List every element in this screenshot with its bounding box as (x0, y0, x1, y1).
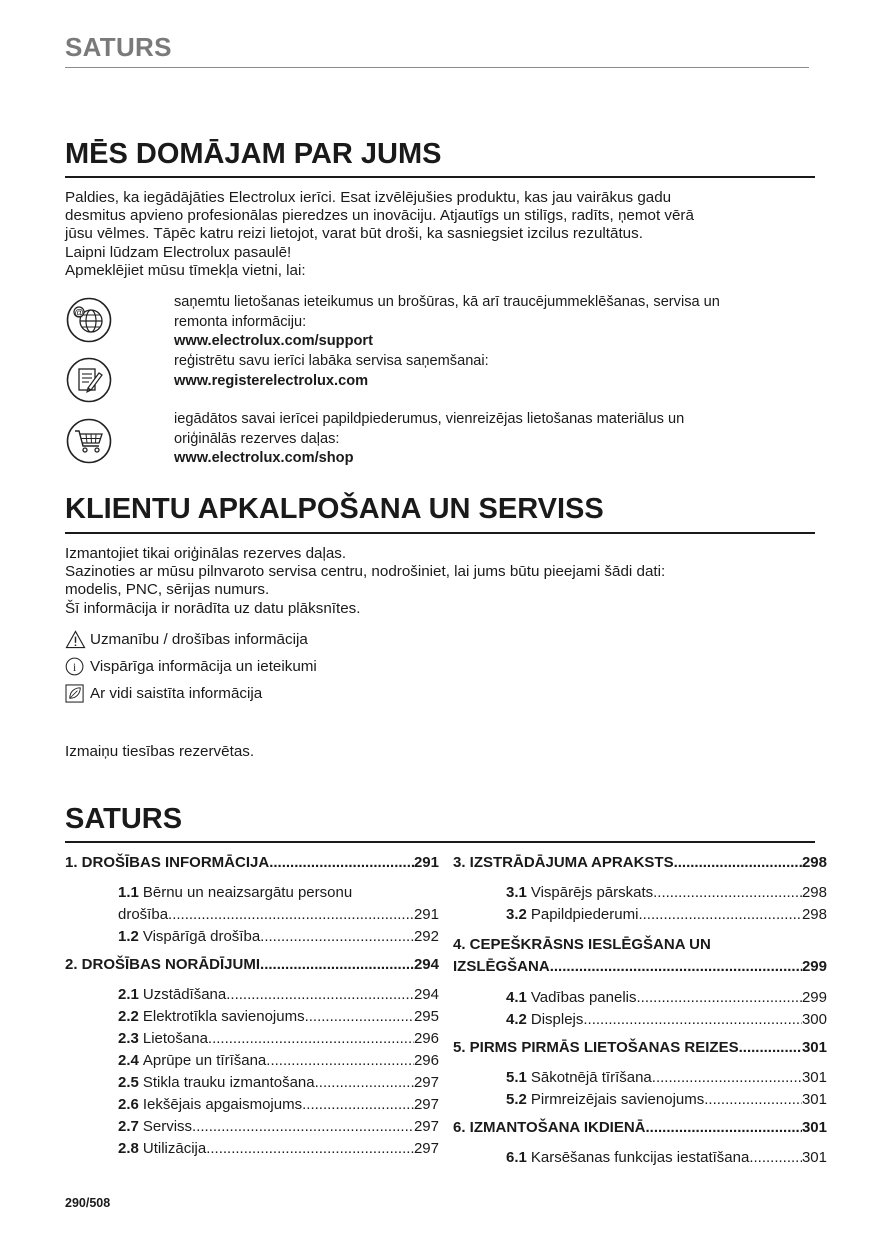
symbol-label: Ar vidi saistīta informācija (90, 684, 263, 702)
info-circle-icon (65, 657, 86, 676)
toc-title: SATURS (65, 803, 183, 835)
section-divider (65, 532, 815, 534)
toc-chapter-1-items (65, 882, 439, 948)
toc-item[interactable]: 2.5 Stikla trauku izmantošana ..... 297 (118, 1072, 439, 1094)
support-description: saņemtu lietošanas ieteikumus un brošūras, kā arī traucējummeklēšanas, servisa un (174, 294, 720, 310)
service-line: Šī informācija ir norādīta uz datu plāksnītes. (65, 599, 361, 617)
shopping-cart-icon (66, 418, 112, 464)
symbol-label: Vispārīga informācija un ieteikumi (90, 657, 317, 675)
warning-triangle-icon (65, 630, 86, 649)
service-line: Sazinoties ar mūsu pilnvaroto servisa centru, nodrošiniet, lai jums būtu pieejami šādi dati: (65, 563, 666, 581)
toc-item[interactable]: 1.2 Vispārīgā drošība ..... 292 (118, 926, 439, 948)
section-divider (65, 841, 815, 843)
toc-item[interactable]: 3.2 Papildpiederumi ..... 298 (506, 904, 827, 926)
toc-item[interactable]: 2.8 Utilizācija ..... 297 (118, 1138, 439, 1160)
section-title-we-care: MĒS DOMĀJAM PAR JUMS (65, 138, 442, 170)
page-number: 290/508 (65, 1196, 111, 1210)
toc-chapter-6[interactable]: 6. IZMANTOŠANA IKDIENĀ ..... 301 (453, 1119, 827, 1136)
toc-chapter-4-items (453, 987, 827, 1031)
svg-text:@: @ (74, 307, 84, 318)
toc-item[interactable]: 2.7 Serviss ..... 297 (118, 1116, 439, 1138)
toc-right-column (453, 854, 827, 1169)
intro-line: Laipni lūdzam Electrolux pasaulē! (65, 243, 292, 261)
shop-description: iegādātos savai ierīcei papildpiederumus, vienreizējas lietošanas materiālus un (174, 411, 685, 427)
intro-line: jūsu vēlmes. Tāpēc katru reizi lietojot, varat būt droši, ka sasniegsiet izcilus rezultātus. (65, 225, 643, 243)
leaf-environment-icon (65, 684, 86, 703)
service-line: modelis, PNC, sērijas numurs. (65, 581, 270, 599)
symbol-row-environment (65, 683, 262, 703)
register-document-icon (66, 357, 112, 403)
section-divider (65, 176, 815, 178)
intro-line: Apmeklējiet mūsu tīmekļa vietni, lai: (65, 261, 306, 279)
register-url-link[interactable]: www.registerelectrolux.com (174, 372, 369, 389)
rights-reserved: Izmaiņu tiesības rezervētas. (65, 743, 255, 760)
toc-chapter-6-items (453, 1147, 827, 1169)
intro-line: desmitus apvieno profesionālas pieredzes un inovāciju. Atjautīgs un stilīgs, radīts, ņemot vērā (65, 207, 694, 225)
intro-paragraph (65, 189, 694, 280)
toc-chapter-2[interactable]: 2. DROŠĪBAS NORĀDĪJUMI ..... 294 (65, 956, 439, 973)
toc-item[interactable]: 2.2 Elektrotīkla savienojums ..... 295 (118, 1006, 439, 1028)
register-link-block (174, 352, 489, 391)
section-title-customer-service: KLIENTU APKALPOŠANA UN SERVISS (65, 493, 604, 525)
svg-text:i: i (72, 661, 77, 674)
toc-item[interactable]: 6.1 Karsēšanas funkcijas iestatīšana ..... 301 (506, 1147, 827, 1169)
support-url-link[interactable]: www.electrolux.com/support (174, 333, 373, 349)
intro-line: Paldies, ka iegādājāties Electrolux ierīci. Esat izvēlējušies produktu, kas jau vairākus gadu (65, 189, 672, 206)
toc-item[interactable]: 4.2 Displejs ..... 300 (506, 1009, 827, 1031)
register-description: reģistrētu savu ierīci labāka servisa saņemšanai: (174, 353, 489, 369)
toc-item[interactable]: 5.2 Pirmreizējais savienojums ..... 301 (506, 1089, 827, 1111)
header-title: SATURS (65, 32, 172, 62)
toc-chapter-4[interactable]: 4. CEPEŠKRĀSNS IESLĒGŠANA UN IZSLĒGŠANA ..... 299 (453, 934, 827, 978)
symbol-label: Uzmanību / drošības informācija (90, 630, 308, 648)
toc-left-column (65, 854, 439, 1160)
support-link-block (174, 293, 720, 352)
toc-chapter-5-items (453, 1067, 827, 1111)
toc-item[interactable]: 2.4 Aprūpe un tīrīšana ..... 296 (118, 1050, 439, 1072)
toc-chapter-3[interactable]: 3. IZSTRĀDĀJUMA APRAKSTS ..... 298 (453, 854, 827, 871)
shop-url-link[interactable]: www.electrolux.com/shop (174, 450, 354, 466)
header-divider (65, 67, 809, 68)
shop-link-block (174, 410, 684, 469)
symbol-row-warning (65, 629, 308, 649)
service-paragraph (65, 545, 665, 618)
toc-item[interactable]: 5.1 Sākotnējā tīrīšana ..... 301 (506, 1067, 827, 1089)
symbol-row-info (65, 656, 317, 676)
toc-item-continuation[interactable]: drošība ..... 291 (118, 904, 439, 926)
toc-item[interactable]: 4.1 Vadības panelis ..... 299 (506, 987, 827, 1009)
toc-item[interactable]: 2.6 Iekšējais apgaismojums ..... 297 (118, 1094, 439, 1116)
service-line: Izmantojiet tikai oriģinālas rezerves daļas. (65, 545, 347, 562)
toc-chapter-5[interactable]: 5. PIRMS PIRMĀS LIETOŠANAS REIZES ..... 301 (453, 1039, 827, 1056)
toc-item[interactable]: 2.3 Lietošana ..... 296 (118, 1028, 439, 1050)
toc-chapter-1[interactable]: 1. DROŠĪBAS INFORMĀCIJA ..... 291 (65, 854, 439, 871)
toc-item[interactable]: 1.1 Bērnu un neaizsargātu personu (118, 884, 353, 901)
toc-chapter-3-items (453, 882, 827, 926)
shop-description: oriģinālās rezerves daļas: (174, 430, 340, 447)
toc-chapter-2-items (65, 984, 439, 1160)
support-description: remonta informāciju: (174, 313, 307, 330)
globe-web-icon (66, 297, 112, 343)
toc-item[interactable]: 2.1 Uzstādīšana ..... 294 (118, 984, 439, 1006)
toc-item[interactable]: 3.1 Vispārējs pārskats ..... 298 (506, 882, 827, 904)
